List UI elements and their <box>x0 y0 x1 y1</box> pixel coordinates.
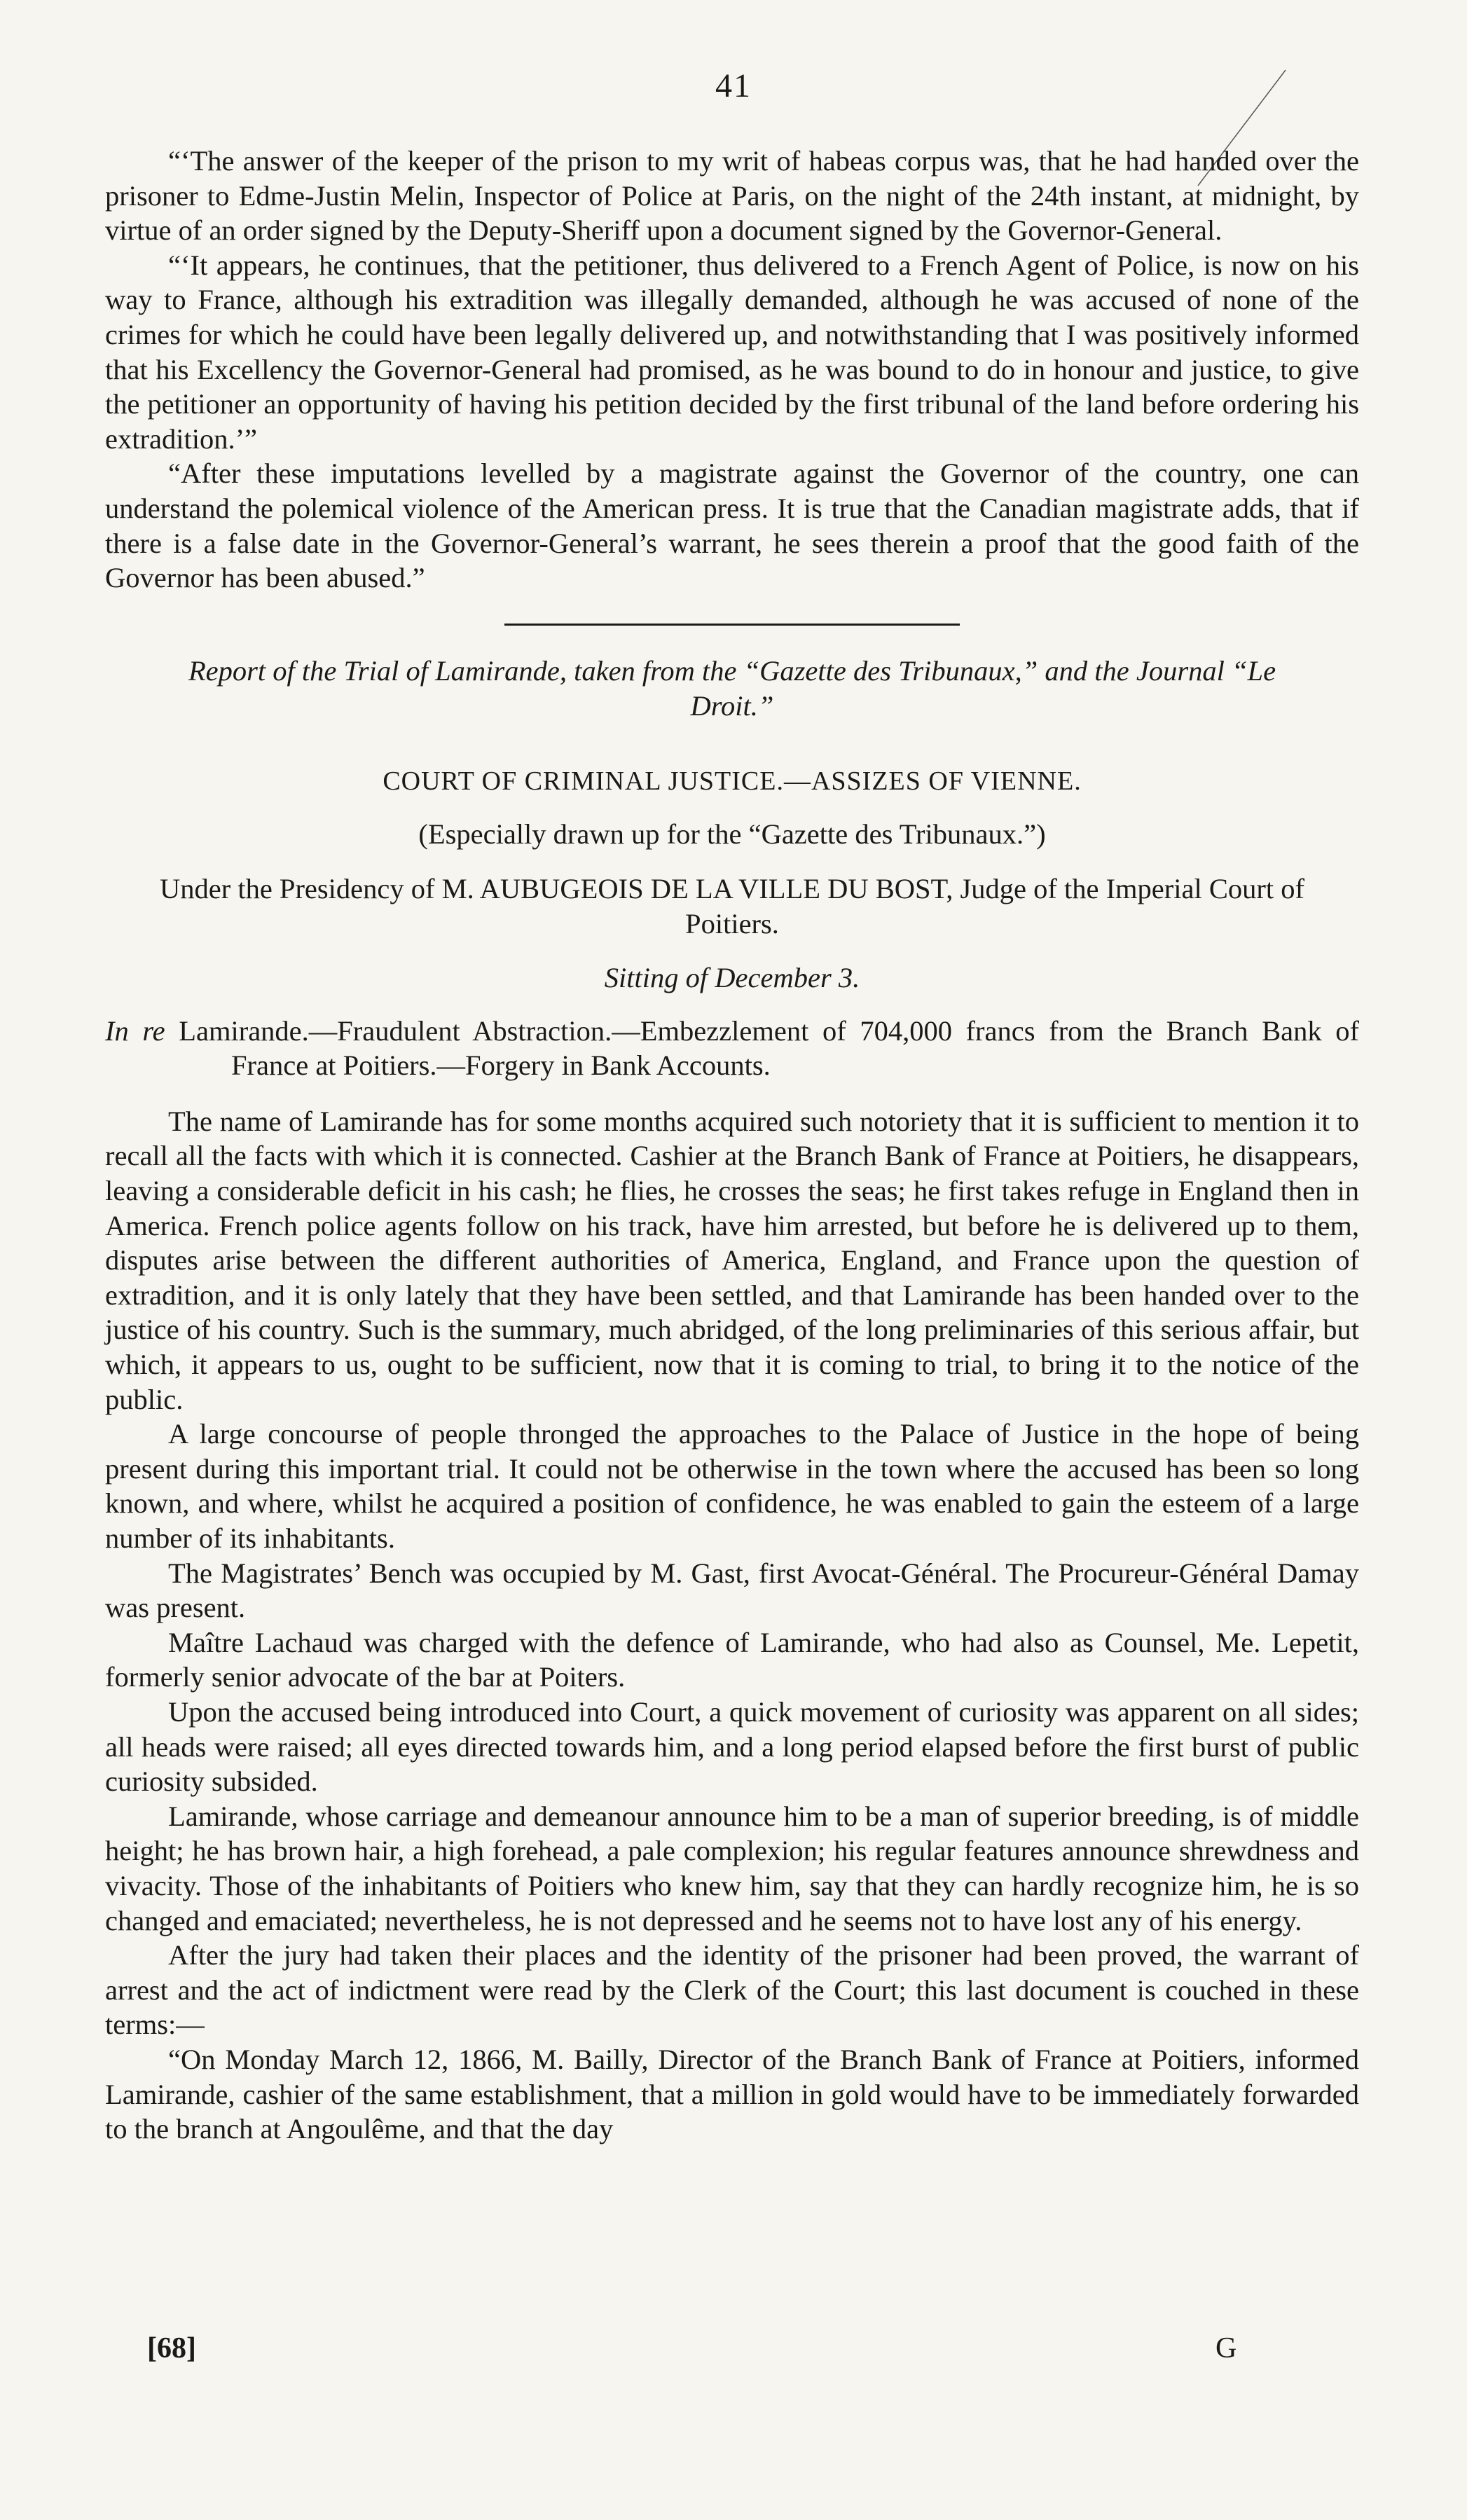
sitting-date: Sitting of December 3. <box>604 962 860 994</box>
trial-report-body <box>105 1104 1359 2147</box>
presidency-line: Under the Presidency of M. AUBUGEOIS DE LA VILLE DU BOST, Judge of the Imperial Court of Poitiers. <box>159 872 1304 939</box>
section-divider <box>504 624 960 626</box>
case-summary <box>105 1014 1359 1083</box>
page-footer <box>0 2332 1467 2374</box>
quoted-paragraph: “After these imputations levelled by a magistrate against the Governor of the country, one can understand the polemical violence of the American press. It is true that the Canadian magistrate adds, that if there is a false date in the Governor-General’s warrant, he sees therein a proof that the good faith of the Governor has been abused.” <box>105 457 1359 594</box>
case-summary-text: Lamirande.—Fraudulent Abstraction.—Embezzlement of 704,000 francs from the Branch Bank of France at Poitiers.—Forgery in Bank Accounts. <box>179 1014 1359 1082</box>
signature-mark: G <box>1215 2332 1237 2364</box>
body-paragraph: A large concourse of people thronged the approaches to the Palace of Justice in the hope of being present during this important trial. It could not be otherwise in the town where the accused has been so long known, and where, whilst he acquired a position of confidence, he was enabled to gain the esteem of a large number of its inhabitants. <box>105 1418 1359 1554</box>
body-paragraph: Maître Lachaud was charged with the defence of Lamirande, who had also as Counsel, Me. Lepetit, formerly senior advocate of the bar at Poiters. <box>105 1626 1359 1693</box>
body-paragraph: “On Monday March 12, 1866, M. Bailly, Director of the Branch Bank of France at Poitiers, informed Lamirande, cashier of the same establishment, that a million in gold would have to be immediately forwarded to the branch at Angoulême, and that the day <box>105 2043 1359 2145</box>
body-paragraph: The Magistrates’ Bench was occupied by M. Gast, first Avocat-Général. The Procureur-Général Damay was present. <box>105 1557 1359 1624</box>
quoted-paragraph: “‘The answer of the keeper of the prison to my writ of habeas corpus was, that he had handed over the prisoner to Edme-Justin Melin, Inspector of Police at Paris, on the night of the 24th instant, at midnight, by virtue of an order signed by the Deputy-Sheriff upon a document signed by the Governor-General. <box>105 145 1359 247</box>
footer-page-ref: [68] <box>147 2332 196 2364</box>
drawn-up-note: (Especially drawn up for the “Gazette des Tribunaux.”) <box>418 818 1046 851</box>
court-heading: COURT OF CRIMINAL JUSTICE.—ASSIZES OF VIENNE. <box>383 766 1082 796</box>
report-title: Report of the Trial of Lamirande, taken from the “Gazette des Tribunaux,” and the Journal “Le Droit.” <box>188 654 1276 722</box>
body-paragraph: Upon the accused being introduced into Court, a quick movement of curiosity was apparent on all sides; all heads were raised; all eyes directed towards him, and a long period elapsed before the first burst of public curiosity subsided. <box>105 1695 1359 1798</box>
page-text <box>105 144 1359 2147</box>
in-re-label: In re <box>105 1014 165 1047</box>
page-number: 41 <box>715 67 752 104</box>
body-paragraph: Lamirande, whose carriage and demeanour announce him to be a man of superior breeding, is of middle height; he has brown hair, a high forehead, a pale complexion; his regular features announce shrewdness and vivacity. Those of the inhabitants of Poitiers who knew him, say that they can hardly recognize him, he is so changed and emaciated; nevertheless, he is not depressed and he seems not to have lost any of his energy. <box>105 1800 1359 1936</box>
body-paragraph: After the jury had taken their places and the identity of the prisoner had been proved, the warrant of arrest and the act of indictment were read by the Clerk of the Court; this last document is couched in these terms:— <box>105 1939 1359 2041</box>
quoted-paragraph: “‘It appears, he continues, that the petitioner, thus delivered to a French Agent of Police, is now on his way to France, although his extradition was illegally demanded, although he was accused of none of the crimes for which he could have been legally delivered up, and notwithstanding that I was positively informed that his Excellency the Governor-General had promised, as he was bound to do in honour and justice, to give the petitioner an opportunity of having his petition decided by the first tribunal of the land before ordering his extradition.’” <box>105 249 1359 455</box>
body-paragraph: The name of Lamirande has for some months acquired such notoriety that it is sufficient to mention it to recall all the facts with which it is connected. Cashier at the Branch Bank of France at Poitiers, he disappears, leaving a considerable deficit in his cash; he flies, he crosses the seas; he first takes refuge in England then in America. French police agents follow on his track, have him arrested, but before he is delivered up to them, disputes arise between the different authorities of America, England, and France upon the question of extradition, and it is only lately that they have been settled, and that Lamirande has been handed over to the justice of his country. Such is the summary, much abridged, of the long preliminaries of this serious affair, but which, it appears to us, ought to be sufficient, now that it is coming to trial, to bring it to the notice of the public. <box>105 1105 1359 1415</box>
